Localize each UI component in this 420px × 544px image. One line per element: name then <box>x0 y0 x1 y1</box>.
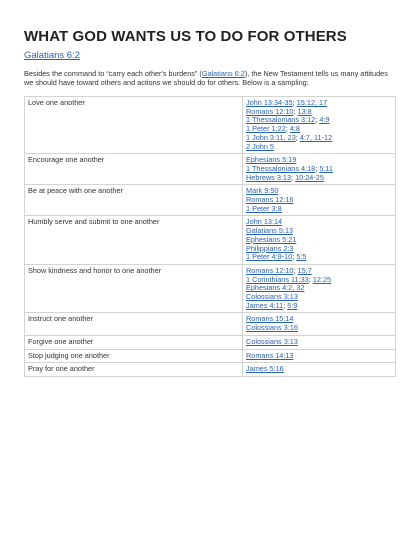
scripture-reference-link[interactable]: 1 Thessalonians 4:18 <box>246 163 316 173</box>
scripture-reference-link[interactable]: 12:25 <box>312 274 332 284</box>
scripture-reference-link[interactable]: Romans 15:14 <box>246 314 294 324</box>
references-cell <box>243 216 396 265</box>
scripture-reference-link[interactable]: 1 Peter 1:22 <box>246 124 286 134</box>
scripture-reference-link[interactable]: 4:7, 11-12 <box>299 132 333 142</box>
references-cell <box>243 97 396 154</box>
reference-separator: ; <box>293 106 298 116</box>
references-cell <box>243 185 396 216</box>
action-cell: Humbly serve and submit to one another <box>25 216 243 265</box>
reference-separator: ; <box>308 274 313 284</box>
scripture-reference-link[interactable]: 4:8 <box>289 124 300 134</box>
reference-line <box>246 143 392 152</box>
references-cell <box>243 154 396 185</box>
scripture-reference-link[interactable]: Ephesians 5:19 <box>246 155 297 165</box>
reference-line <box>246 302 392 311</box>
scripture-reference-link[interactable]: John 13:14 <box>246 217 283 227</box>
scripture-reference-link[interactable]: 1 Thessalonians 3:12 <box>246 115 316 125</box>
reference-line <box>246 174 392 183</box>
page-title: WHAT GOD WANTS US TO DO FOR OTHERS <box>24 28 347 45</box>
reference-separator: ; <box>315 163 320 173</box>
scripture-reference-link[interactable]: 2 John 5 <box>246 141 274 151</box>
scripture-reference-link[interactable]: Romans 14:13 <box>246 350 294 360</box>
reference-line <box>246 365 392 374</box>
reference-separator: ; <box>293 265 298 275</box>
scripture-reference-link[interactable]: 10:24-25 <box>295 172 324 182</box>
table-row <box>25 264 396 313</box>
scripture-reference-link[interactable]: 15:12, 17 <box>296 98 328 107</box>
scripture-reference-link[interactable]: Ephesians 5:21 <box>246 234 297 244</box>
references-cell <box>243 363 396 377</box>
table-row <box>25 216 396 265</box>
scripture-reference-link[interactable]: John 13:34-35 <box>246 98 293 107</box>
reference-line <box>246 352 392 361</box>
references-cell <box>243 349 396 363</box>
reference-separator: ; <box>291 172 296 182</box>
action-cell: Pray for one another <box>25 363 243 377</box>
action-cell: Encourage one another <box>25 154 243 185</box>
scripture-reference-link[interactable]: 13:8 <box>297 106 312 116</box>
reference-separator: ; <box>292 252 297 262</box>
scripture-reference-link[interactable]: James 5:16 <box>246 364 284 374</box>
action-cell: Be at peace with one another <box>25 185 243 216</box>
references-cell <box>243 264 396 313</box>
table-row <box>25 335 396 349</box>
scripture-reference-link[interactable]: 4:9 <box>319 115 330 125</box>
actions-table-body <box>25 97 396 377</box>
scripture-reference-link[interactable]: Romans 12:10 <box>246 265 294 275</box>
intro-paragraph <box>24 69 396 87</box>
scripture-reference-link[interactable]: 1 Peter 3:8 <box>246 203 282 213</box>
reference-line <box>246 324 392 333</box>
scripture-reference-link[interactable]: Romans 12:10 <box>246 106 294 116</box>
reference-line <box>246 338 392 347</box>
reference-separator: ; <box>315 115 320 125</box>
scripture-reference-link[interactable]: Mark 9:50 <box>246 186 279 196</box>
table-row <box>25 313 396 335</box>
reference-separator: ; <box>285 124 290 134</box>
scripture-reference-link[interactable]: Colossians 3:13 <box>246 292 298 302</box>
scripture-reference-link[interactable]: Galatians 5:13 <box>246 226 294 236</box>
table-row <box>25 154 396 185</box>
scripture-reference-link[interactable]: 1 Corinthians 11:33 <box>246 274 309 284</box>
table-row <box>25 349 396 363</box>
scripture-reference-link[interactable]: Colossians 3:16 <box>246 323 298 333</box>
actions-table <box>24 96 396 377</box>
reference-separator: ; <box>292 98 297 107</box>
references-cell <box>243 313 396 335</box>
action-cell: Show kindness and honor to one another <box>25 264 243 313</box>
table-row <box>25 363 396 377</box>
scripture-reference-link[interactable]: Philippians 2:3 <box>246 243 294 253</box>
scripture-reference-link[interactable]: 1 Peter 4:9-10 <box>246 252 293 262</box>
scripture-reference-link[interactable]: James 4:11 <box>246 300 284 310</box>
scripture-reference-link[interactable]: 15:7 <box>297 265 312 275</box>
document-page <box>24 28 396 377</box>
scripture-reference-link[interactable]: Hebrews 3:13 <box>246 172 292 182</box>
scripture-reference-link[interactable]: 5:5 <box>296 252 307 262</box>
reference-separator: ; <box>283 300 288 310</box>
action-cell: Love one another <box>25 97 243 154</box>
scripture-reference-link[interactable]: 5:9 <box>287 300 298 310</box>
reference-separator: ; <box>295 132 300 142</box>
table-row <box>25 97 396 154</box>
reference-line <box>246 253 392 262</box>
scripture-reference-link[interactable]: Romans 12:16 <box>246 195 294 205</box>
intro-scripture-link[interactable]: Galatians 6:2 <box>201 69 245 78</box>
scripture-reference-link[interactable]: 1 John 3:11, 23 <box>246 132 296 142</box>
action-cell: Stop judging one another <box>25 349 243 363</box>
reference-line <box>246 205 392 214</box>
references-cell <box>243 335 396 349</box>
scripture-reference-link[interactable]: Colossians 3:13 <box>246 336 298 346</box>
action-cell: Forgive one another <box>25 335 243 349</box>
scripture-reference-link[interactable]: 5:11 <box>319 163 333 173</box>
scripture-reference-link[interactable]: Ephesians 4:2, 32 <box>246 283 305 293</box>
action-cell: Instruct one another <box>25 313 243 335</box>
intro-text-after: ), the New Testament tells us many attitudes we should have toward others and actions we should do for others. Below is a sampling: <box>24 69 388 87</box>
subtitle-scripture-link[interactable]: Galatians 6:2 <box>24 50 80 61</box>
table-row <box>25 185 396 216</box>
intro-text-before: Besides the command to “carry each other's burdens” ( <box>24 69 202 78</box>
